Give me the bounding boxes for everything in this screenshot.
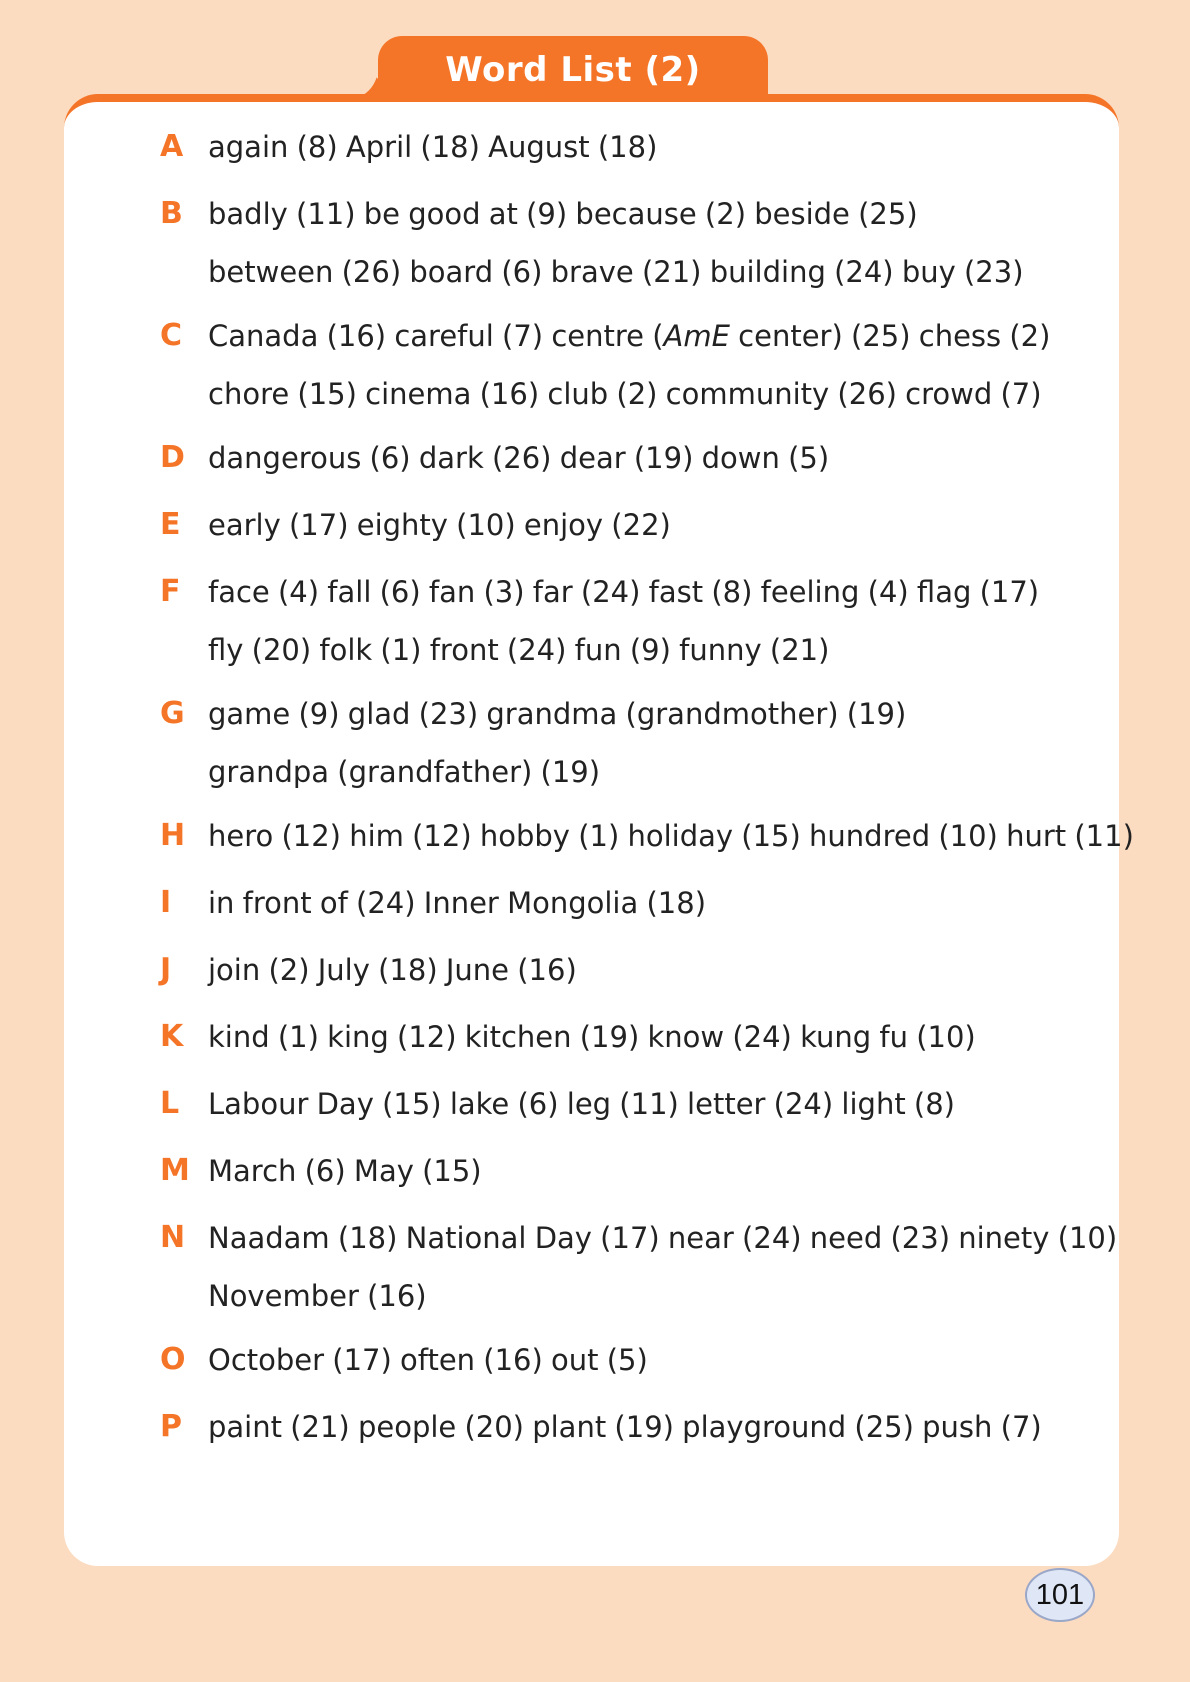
entry-letter: J <box>160 952 172 987</box>
word-entry-c <box>64 307 1119 423</box>
entry-words-line: dangerous (6) dark (26) dear (19) down (5) <box>208 441 830 475</box>
entry-letter: O <box>160 1342 186 1377</box>
entry-words-line: November (16) <box>208 1279 427 1313</box>
entry-letter: M <box>160 1153 190 1188</box>
word-entry-j <box>64 941 1119 999</box>
word-entry-p <box>64 1398 1119 1456</box>
entry-letter: I <box>160 885 172 920</box>
word-entry-k <box>64 1008 1119 1066</box>
word-entry-e <box>64 496 1119 554</box>
entry-letter: N <box>160 1220 186 1255</box>
entry-words-line: Naadam (18) National Day (17) near (24) need (23) ninety (10) <box>208 1221 1118 1255</box>
entry-letter: C <box>160 318 183 353</box>
entry-words-line: Canada (16) careful (7) centre (AmE center) (25) chess (2) <box>208 319 1051 353</box>
word-list-card <box>64 94 1134 1566</box>
word-entry-a <box>64 118 1119 176</box>
entry-words-line: March (6) May (15) <box>208 1154 482 1188</box>
entry-letter: D <box>160 440 185 475</box>
entry-words-line: game (9) glad (23) grandma (grandmother) (19) <box>208 697 907 731</box>
entry-words-line: kind (1) king (12) kitchen (19) know (24) kung fu (10) <box>208 1020 976 1054</box>
entry-words-line: Labour Day (15) lake (6) leg (11) letter (24) light (8) <box>208 1087 955 1121</box>
word-entry-g <box>64 685 1119 801</box>
entry-letter: B <box>160 196 183 231</box>
entry-letter: P <box>160 1409 182 1444</box>
entry-words-line: in front of (24) Inner Mongolia (18) <box>208 886 707 920</box>
entry-letter: G <box>160 696 185 731</box>
entry-words-line: again (8) April (18) August (18) <box>208 130 658 164</box>
entry-words-line: early (17) eighty (10) enjoy (22) <box>208 508 671 542</box>
ame-abbreviation: AmE <box>663 319 730 353</box>
page-number-badge <box>1025 1568 1095 1622</box>
entry-letter: K <box>160 1019 184 1054</box>
word-entry-i <box>64 874 1119 932</box>
entry-letter: L <box>160 1086 180 1121</box>
entry-words-line: chore (15) cinema (16) club (2) community (26) crowd (7) <box>208 377 1042 411</box>
word-entry-b <box>64 185 1119 301</box>
entry-words-line: face (4) fall (6) fan (3) far (24) fast (8) feeling (4) flag (17) <box>208 575 1040 609</box>
word-entry-l <box>64 1075 1119 1133</box>
word-entry-f <box>64 563 1119 679</box>
entry-words-line: paint (21) people (20) plant (19) playground (25) push (7) <box>208 1410 1042 1444</box>
entry-words-line: fly (20) folk (1) front (24) fun (9) funny (21) <box>208 633 830 667</box>
word-entry-d <box>64 429 1119 487</box>
entry-words-line: badly (11) be good at (9) because (2) beside (25) <box>208 197 918 231</box>
page-number: 101 <box>1035 1579 1085 1611</box>
entry-letter: H <box>160 818 186 853</box>
entry-letter: F <box>160 574 181 609</box>
word-entry-h <box>64 807 1134 865</box>
entry-words-line: grandpa (grandfather) (19) <box>208 755 601 789</box>
word-entry-m <box>64 1142 1119 1200</box>
entry-letter: E <box>160 507 181 542</box>
entry-letter: A <box>160 129 184 164</box>
entry-words-line: hero (12) him (12) hobby (1) holiday (15) hundred (10) hurt (11) <box>208 819 1134 853</box>
word-entry-n <box>64 1209 1119 1325</box>
word-list-title: Word List (2) <box>378 36 768 104</box>
entry-words-line: October (17) often (16) out (5) <box>208 1343 648 1377</box>
entry-words-line: between (26) board (6) brave (21) building (24) buy (23) <box>208 255 1024 289</box>
entry-words-line: join (2) July (18) June (16) <box>208 953 577 987</box>
word-entry-o <box>64 1331 1119 1389</box>
